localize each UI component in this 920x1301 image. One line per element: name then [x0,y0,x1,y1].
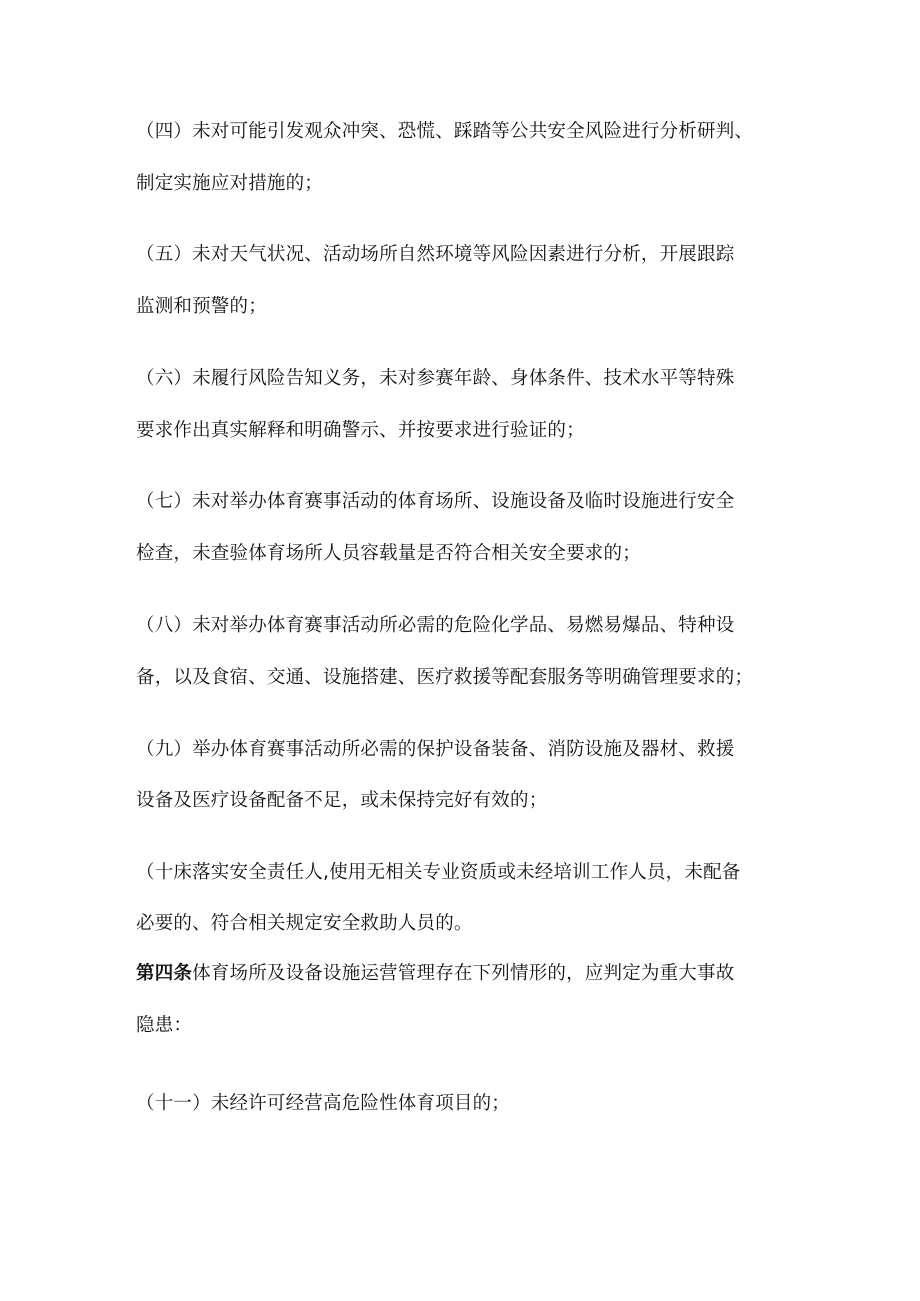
item-8-line-2: 备，以及食宿、交通、设施搭建、医疗救援等配套服务等明确管理要求的； [136,667,754,688]
item-7-line-1: （七）未对举办体育赛事活动的体育场所、设施设备及临时设施进行安全 [136,491,735,512]
article-label: 第四条 [136,963,193,984]
article-text: 体育场所及设备设施运营管理存在下列情形的，应判定为重大事故 [192,963,735,984]
item-6-line-1: （六）未履行风险告知义务，未对参赛年龄、身体条件、技术水平等特殊 [136,368,735,389]
item-11-line-1: （十一）未经许可经营高危险性体育项目的； [136,1093,511,1114]
article-4-line-1 [136,962,816,986]
item-5-line-1: （五）未对天气状况、活动场所自然环境等风险因素进行分析，开展跟踪 [136,244,735,265]
item-7-line-2: 检查，未查验体育场所人员容载量是否符合相关安全要求的； [136,543,641,564]
item-10-line-1: （十床落实安全责任人,使用无相关专业资质或未经培训工作人员，未配备 [136,862,741,883]
item-10-line-2: 必要的、符合相关规定安全救助人员的。 [136,913,473,934]
item-6-line-2: 要求作出真实解释和明确警示、并按要求进行验证的； [136,420,585,441]
item-4-line-1: （四）未对可能引发观众冲突、恐慌、踩踏等公共安全风险进行分析研判、 [136,121,754,142]
item-5-line-2: 监测和预警的； [136,296,267,317]
item-9-line-1: （九）举办体育赛事活动所必需的保护设备装备、消防设施及器材、救援 [136,739,735,760]
item-8-line-1: （八）未对举办体育赛事活动所必需的危险化学品、易燃易爆品、特种设 [136,615,735,636]
item-9-line-2: 设备及医疗设备配备不足，或未保持完好有效的； [136,790,548,811]
article-4-line-2: 隐患： [136,1015,193,1036]
item-4-line-2: 制定实施应对措施的； [136,173,324,194]
